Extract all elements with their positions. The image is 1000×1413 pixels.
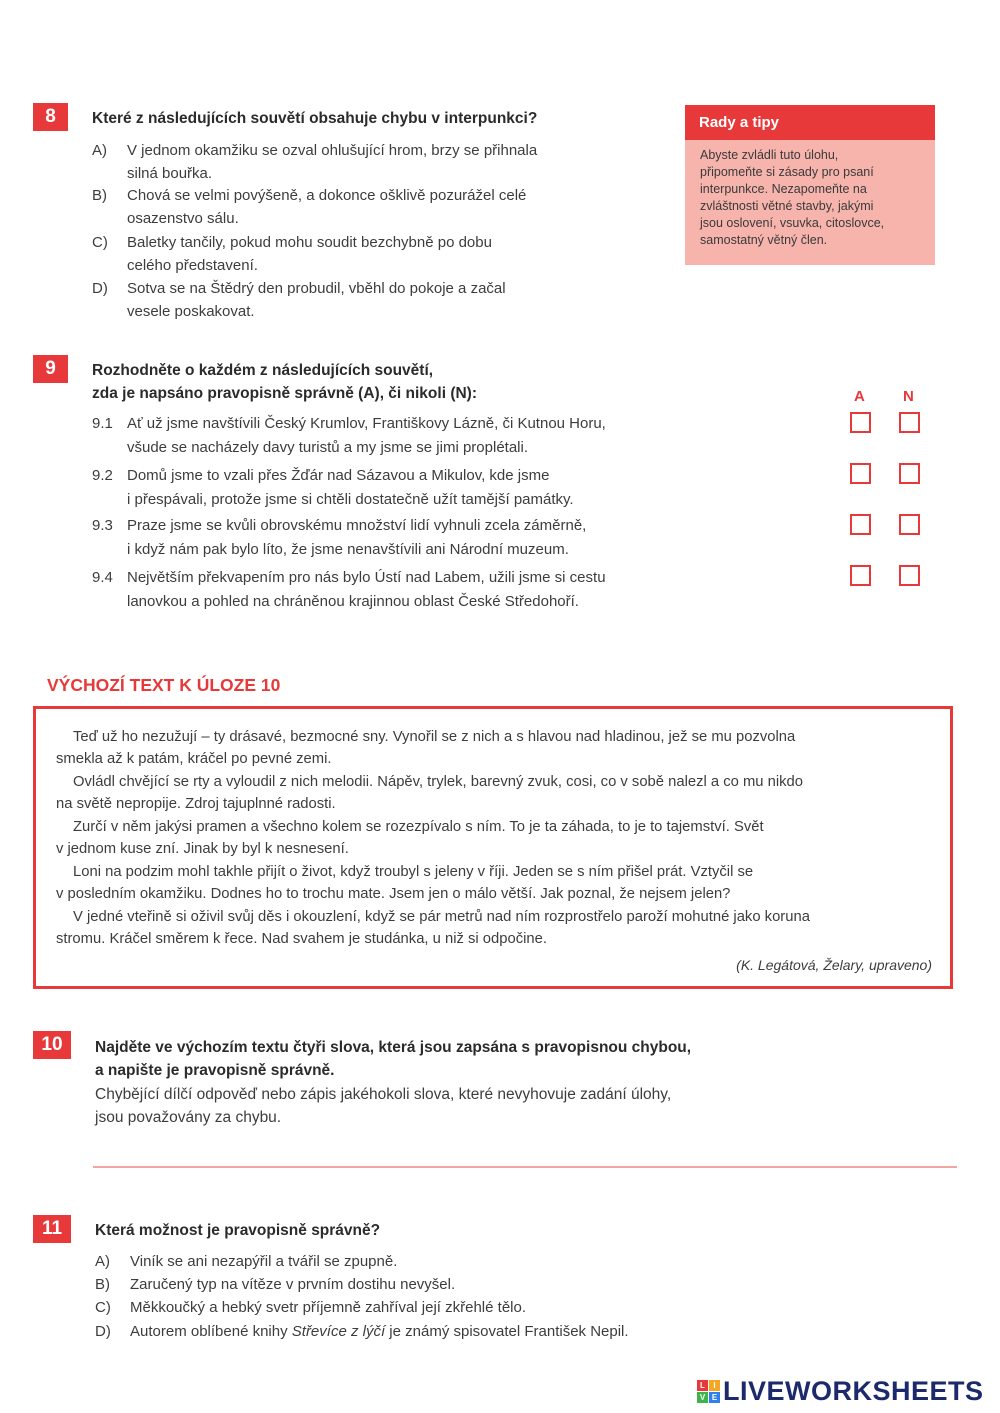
source-text-line: na světě nepropije. Zdroj tajuplnné radosti. — [56, 796, 336, 812]
q11-option-a[interactable] — [95, 1250, 735, 1273]
option-label: B) — [95, 1276, 110, 1293]
item-text: i když nám pak bylo líto, že jsme nenavštívili ani Národní muzeum. — [127, 541, 569, 558]
source-citation: (K. Legátová, Želary, upraveno) — [736, 957, 932, 973]
tips-title: Rady a tipy — [685, 105, 935, 140]
question-10-note-line: Chybějící dílčí odpověď nebo zápis jakéhokoli slova, které nevyhovuje zadání úlohy, — [95, 1086, 672, 1103]
option-text: Sotva se na Štědrý den probudil, vběhl do pokoje a začal — [127, 280, 506, 297]
question-11-title: Která možnost je pravopisně správně? — [95, 1222, 381, 1239]
question-9-title-line: zda je napsáno pravopisně správně (A), či nikoli (N): — [92, 385, 477, 402]
tips-line: zvláštnosti větné stavby, jakými — [700, 199, 874, 213]
option-label: A) — [95, 1253, 110, 1270]
item-text: Domů jsme to vzali přes Žďár nad Sázavou a Mikulov, kde jsme — [127, 467, 550, 484]
item-label: 9.1 — [92, 415, 113, 432]
question-10-title-line: Najděte ve výchozím textu čtyři slova, která jsou zapsána s pravopisnou chybou, — [95, 1039, 692, 1056]
question-11-number: 11 — [33, 1215, 71, 1243]
item-text: Praze jsme se kvůli obrovskému množství lidí vyhnuli zcela záměrně, — [127, 517, 587, 534]
column-n-label: N — [903, 388, 914, 405]
item-text: Největším překvapením pro nás bylo Ústí nad Labem, užili jsme si cestu — [127, 569, 606, 586]
tips-line: připomeňte si zásady pro psaní — [700, 165, 874, 179]
q11-option-c[interactable] — [95, 1296, 735, 1319]
option-text-before: Autorem oblíbené knihy — [130, 1323, 292, 1340]
item-text: i přespávali, protože jsme si chtěli dostatečně užít tamější památky. — [127, 491, 574, 508]
option-text: osazenstvo sálu. — [127, 210, 239, 227]
book-title: Střevíce z lýčí — [291, 1323, 386, 1340]
q9-item-1 — [92, 412, 712, 458]
question-10-title-line: a napište je pravopisně správně. — [95, 1062, 335, 1079]
q9-item-2 — [92, 464, 712, 510]
option-text-after: je známý spisovatel František Nepil. — [385, 1323, 629, 1340]
tips-line: jsou oslovení, vsuvka, citoslovce, — [700, 216, 885, 230]
source-text-line: v posledním okamžiku. Dodnes ho to trochu mate. Jsem jen o málo větší. Jak poznal, že nejsem jelen? — [56, 886, 731, 902]
logo-grid-icon — [697, 1380, 721, 1404]
option-label: B) — [92, 187, 107, 204]
checkbox-9-3-a[interactable] — [850, 514, 871, 535]
option-text: Zaručený typ na vítěze v prvním dostihu nevyšel. — [130, 1276, 456, 1293]
item-label: 9.4 — [92, 569, 113, 586]
source-text-line: Zurčí v něm jakýsi pramen a všechno kolem se rozezpívalo s ním. To je ta záhada, to je to tajemství. Svět — [73, 819, 764, 835]
source-text-line: Loni na podzim mohl takhle přijít o život, když troubyl s jeleny v říji. Jeden se s ním přišel prát. Vztyčil se — [73, 864, 754, 880]
logo-letter: V — [697, 1392, 708, 1403]
tips-line: interpunkce. Nezapomeňte na — [700, 182, 867, 196]
source-text-line: stromu. Kráčel směrem k řece. Nad svahem je studánka, u niž si odpočine. — [56, 931, 547, 947]
option-label: D) — [92, 280, 108, 297]
item-label: 9.2 — [92, 467, 113, 484]
logo-letter: I — [709, 1380, 720, 1391]
question-9-title-line: Rozhodněte o každém z následujících souvětí, — [92, 362, 434, 379]
checkbox-9-1-a[interactable] — [850, 412, 871, 433]
source-text-line: Ovládl chvějící se rty a vyloudil z nich melodii. Nápěv, trylek, barevný zvuk, cosi, co v sobě nalezl a co mu nikdo — [73, 774, 804, 790]
option-text: Chová se velmi povýšeně, a dokonce ošklivě pozurážel celé — [127, 187, 527, 204]
source-text-line: smekla až k patám, kráčel po pevné zemi. — [56, 751, 332, 767]
checkbox-9-2-n[interactable] — [899, 463, 920, 484]
logo-text: LIVEWORKSHEETS — [723, 1376, 984, 1406]
tips-line: Abyste zvládli tuto úlohu, — [700, 148, 839, 162]
column-a-label: A — [854, 388, 865, 405]
item-text: Ať už jsme navštívili Český Krumlov, Františkovy Lázně, či Kutnou Horu, — [127, 415, 606, 432]
checkbox-9-3-n[interactable] — [899, 514, 920, 535]
q9-item-3 — [92, 514, 712, 560]
question-8-number: 8 — [33, 103, 68, 131]
question-10-note-line: jsou považovány za chybu. — [95, 1109, 282, 1126]
q8-option-c[interactable] — [92, 231, 632, 277]
item-text: lanovkou a pohled na chráněnou krajinnou oblast České Středohoří. — [127, 593, 579, 610]
q8-option-b[interactable] — [92, 184, 632, 230]
item-text: všude se nacházely davy turistů a my jsme se jimi proplétali. — [127, 439, 529, 456]
answer-line[interactable] — [93, 1166, 957, 1168]
item-label: 9.3 — [92, 517, 113, 534]
option-label: C) — [92, 234, 108, 251]
option-text: vesele poskakovat. — [127, 303, 255, 320]
logo-letter: E — [709, 1392, 720, 1403]
option-text: V jednom okamžiku se ozval ohlušující hrom, brzy se přihnala — [127, 142, 538, 159]
tips-line: samostatný větný člen. — [700, 233, 828, 247]
option-text: celého představení. — [127, 257, 258, 274]
logo-letter: L — [697, 1380, 708, 1391]
option-text: Viník se ani nezapýřil a tvářil se zpupně. — [130, 1253, 398, 1270]
source-text-heading: VÝCHOZÍ TEXT K ÚLOZE 10 — [47, 675, 281, 695]
option-text: Baletky tančily, pokud mohu soudit bezchybně po dobu — [127, 234, 492, 251]
q11-option-b[interactable] — [95, 1273, 735, 1296]
option-text — [130, 1320, 629, 1343]
option-label: C) — [95, 1299, 111, 1316]
q9-item-4 — [92, 566, 712, 612]
option-label: A) — [92, 142, 107, 159]
option-text: silná bouřka. — [127, 165, 213, 182]
question-9-number: 9 — [33, 355, 68, 383]
option-label: D) — [95, 1323, 111, 1340]
tips-box — [685, 105, 935, 265]
q11-option-d[interactable] — [95, 1320, 735, 1343]
q8-option-a[interactable] — [92, 139, 632, 185]
checkbox-9-1-n[interactable] — [899, 412, 920, 433]
source-text-line: Teď už ho nezužují – ty drásavé, bezmocné sny. Vynořil se z nich a s hlavou nad hladinou, jež se mu pozvolna — [73, 729, 796, 745]
question-10-number: 10 — [33, 1031, 71, 1059]
question-8-title: Které z následujících souvětí obsahuje chybu v interpunkci? — [92, 110, 538, 127]
q8-option-d[interactable] — [92, 277, 632, 323]
source-text-line: v jednom kuse zní. Jinak by byl k nesnesení. — [56, 841, 349, 857]
option-text: Měkkoučký a hebký svetr příjemně zahříval její zkřehlé tělo. — [130, 1299, 526, 1316]
checkbox-9-4-a[interactable] — [850, 565, 871, 586]
checkbox-9-2-a[interactable] — [850, 463, 871, 484]
checkbox-9-4-n[interactable] — [899, 565, 920, 586]
source-text-line: V jedné vteřině si oživil svůj děs i okouzlení, když se pár metrů nad ním rozprostřelo paroží mohutné jako koruna — [73, 909, 810, 925]
